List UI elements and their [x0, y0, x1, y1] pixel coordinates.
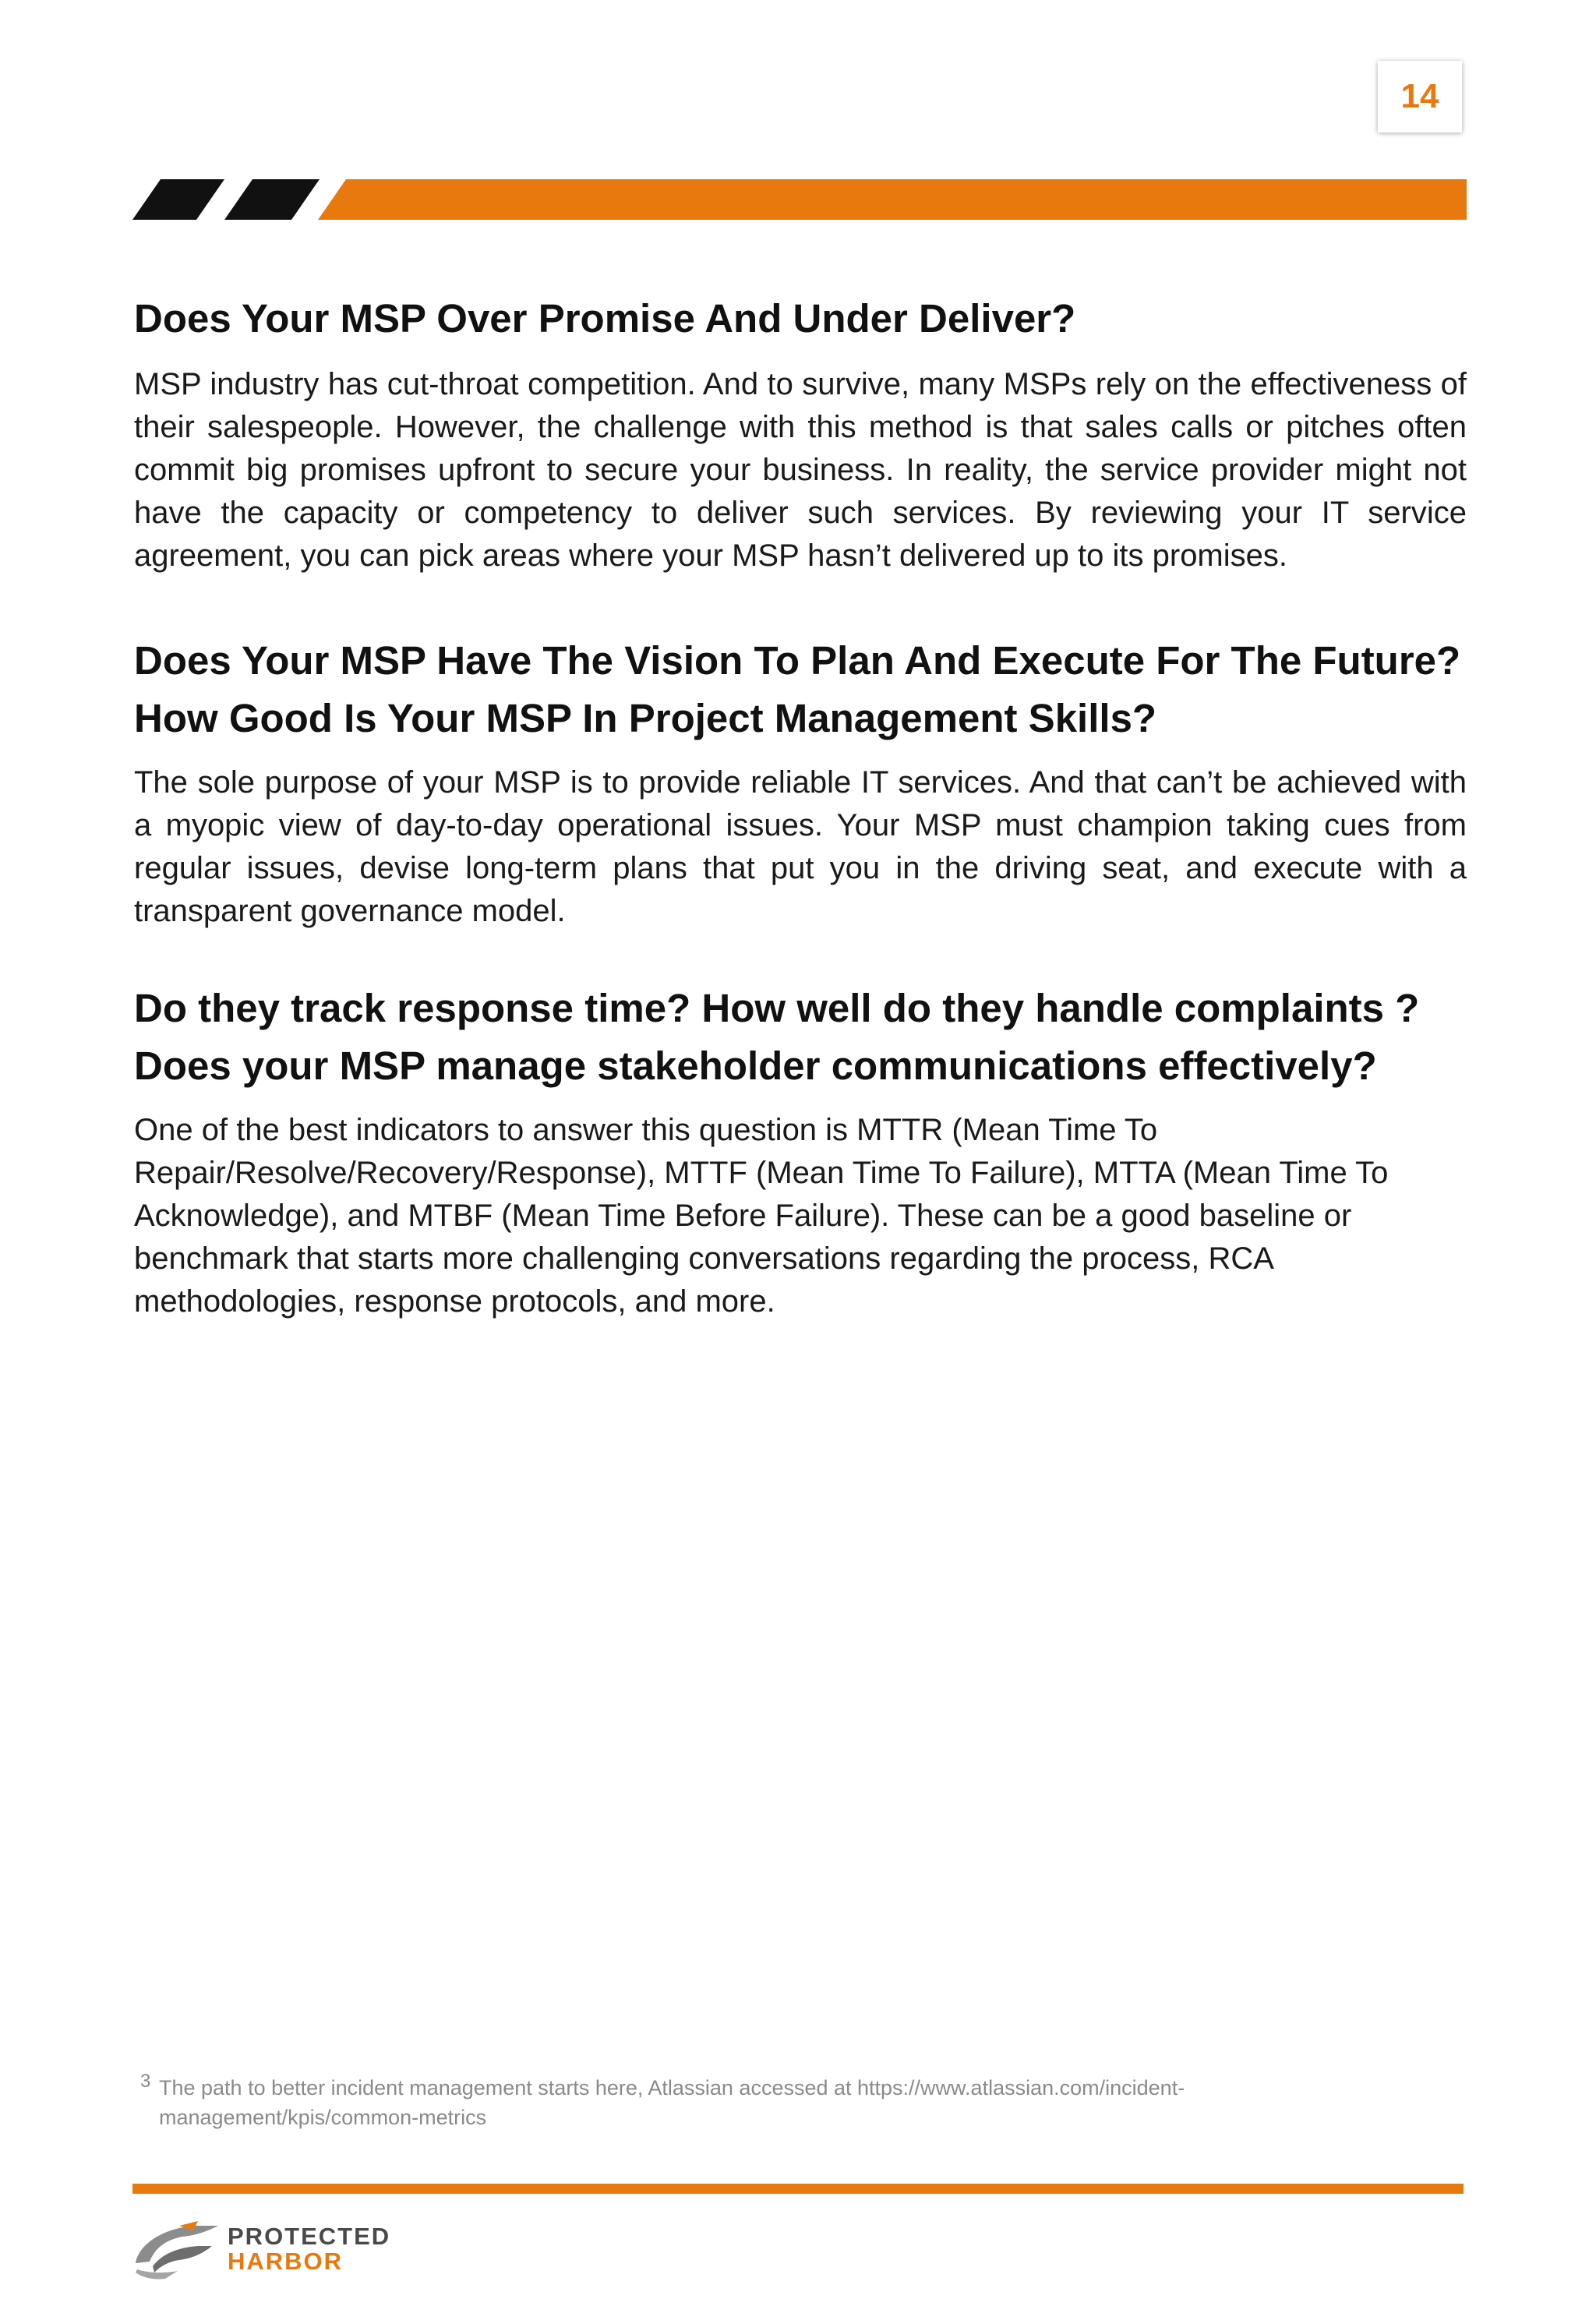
stripe-black-1 [132, 179, 224, 220]
page-number-text: 14 [1400, 77, 1439, 115]
section-body-over-promise: MSP industry has cut-throat competition. And to survive, many MSPs rely on the effectiveness of their salespeople. However, the challenge with this method is that sales calls or pitches often commit big promises upfront to secure your business. In reality, the service provider might not have the capacity or competency to deliver such services. By reviewing your IT service agreement, you can pick areas where your MSP hasn’t delivered up to its promises. [134, 367, 1467, 573]
footer-rule [132, 2184, 1464, 2194]
logo-word-protected: PROTECTED [228, 2223, 391, 2250]
section-title-response-time: Do they track response time? How well do they handle complaints ? Does your MSP manage stakeholder communications effectively? [134, 986, 1420, 1088]
main-content [134, 290, 1467, 1323]
page-number [1378, 61, 1462, 132]
footnote-text: The path to better incident management starts here, Atlassian accessed at https://www.atlassian.com/incident-management/kpis/common-metrics [159, 2076, 1185, 2129]
section-body-response-time: One of the best indicators to answer this question is MTTR (Mean Time To Repair/Resolve/Recovery/Response), MTTF (Mean Time To Failure), MTTA (Mean Time To Acknowledge), and MTBF (Mean Time Before Failure). These can be a good baseline or benchmark that starts more challenging conversations regarding the process, RCA methodologies, response protocols, and more. [134, 1113, 1389, 1319]
logo-wordmark [228, 2224, 390, 2274]
section-title-vision: Does Your MSP Have The Vision To Plan And Execute For The Future? How Good Is Your MSP In Project Management Skills? [134, 638, 1461, 740]
company-logo [131, 2218, 390, 2280]
stripe-orange-bar [318, 179, 1467, 220]
header-stripe-band [132, 179, 1467, 220]
footnote-marker: 3 [140, 2071, 151, 2092]
section-title-over-promise: Does Your MSP Over Promise And Under Deliver? [134, 296, 1076, 341]
harbor-swoosh-icon [131, 2218, 223, 2280]
section-body-vision: The sole purpose of your MSP is to provide reliable IT services. And that can’t be achieved with a myopic view of day-to-day operational issues. Your MSP must champion taking cues from regular issues, devise long-term plans that put you in the driving seat, and execute with a transparent governance model. [134, 765, 1467, 928]
footnote [140, 2073, 1309, 2132]
logo-word-harbor: HARBOR [228, 2248, 344, 2275]
stripe-black-2 [224, 179, 320, 220]
